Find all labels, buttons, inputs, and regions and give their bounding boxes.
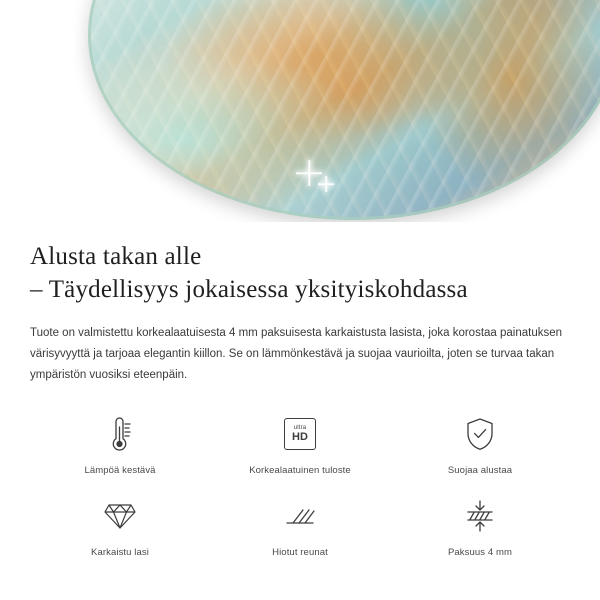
round-marble-glass-print	[88, 0, 600, 220]
feature-label: Lämpöä kestävä	[84, 465, 156, 477]
page-title	[30, 240, 570, 307]
ultra-hd-badge-top: ultra	[293, 425, 307, 432]
feature-label: Korkealaatuinen tuloste	[249, 465, 351, 477]
ultra-hd-icon	[284, 412, 316, 456]
feature-item	[30, 412, 210, 476]
feature-item	[210, 494, 390, 558]
headline-line-1: Alusta takan alle	[30, 243, 202, 270]
diamond-icon	[102, 494, 138, 538]
feature-label: Karkaistu lasi	[91, 547, 149, 559]
ultra-hd-badge-bottom: HD	[292, 431, 308, 444]
polished-edges-icon	[283, 494, 317, 538]
feature-label: Suojaa alustaa	[447, 465, 513, 477]
thermometer-icon	[103, 412, 137, 456]
feature-label: Hiotut reunat	[272, 547, 328, 559]
feature-grid	[30, 412, 570, 558]
feature-label: Paksuus 4 mm	[447, 547, 513, 559]
feature-item	[390, 494, 570, 558]
shield-check-icon	[463, 412, 497, 456]
feature-item	[210, 412, 390, 476]
headline-line-2: – Täydellisyys jokaisessa yksityiskohdassa	[30, 276, 468, 304]
thickness-arrows-icon	[463, 494, 497, 538]
feature-item	[390, 412, 570, 476]
content-section	[0, 240, 600, 558]
body-paragraph: Tuote on valmistettu korkealaatuisesta 4 mm paksuisesta karkaistusta lasista, joka korostaa painatuksen värisyvyyttä ja tarjoaa elegantin kiillon. Se on lämmönkestävä ja suojaa vaurioilta, joten se turvaa takan ympäristön vuosiksi eteenpäin.	[30, 326, 563, 382]
hero-image	[0, 0, 600, 222]
feature-item	[30, 494, 210, 558]
